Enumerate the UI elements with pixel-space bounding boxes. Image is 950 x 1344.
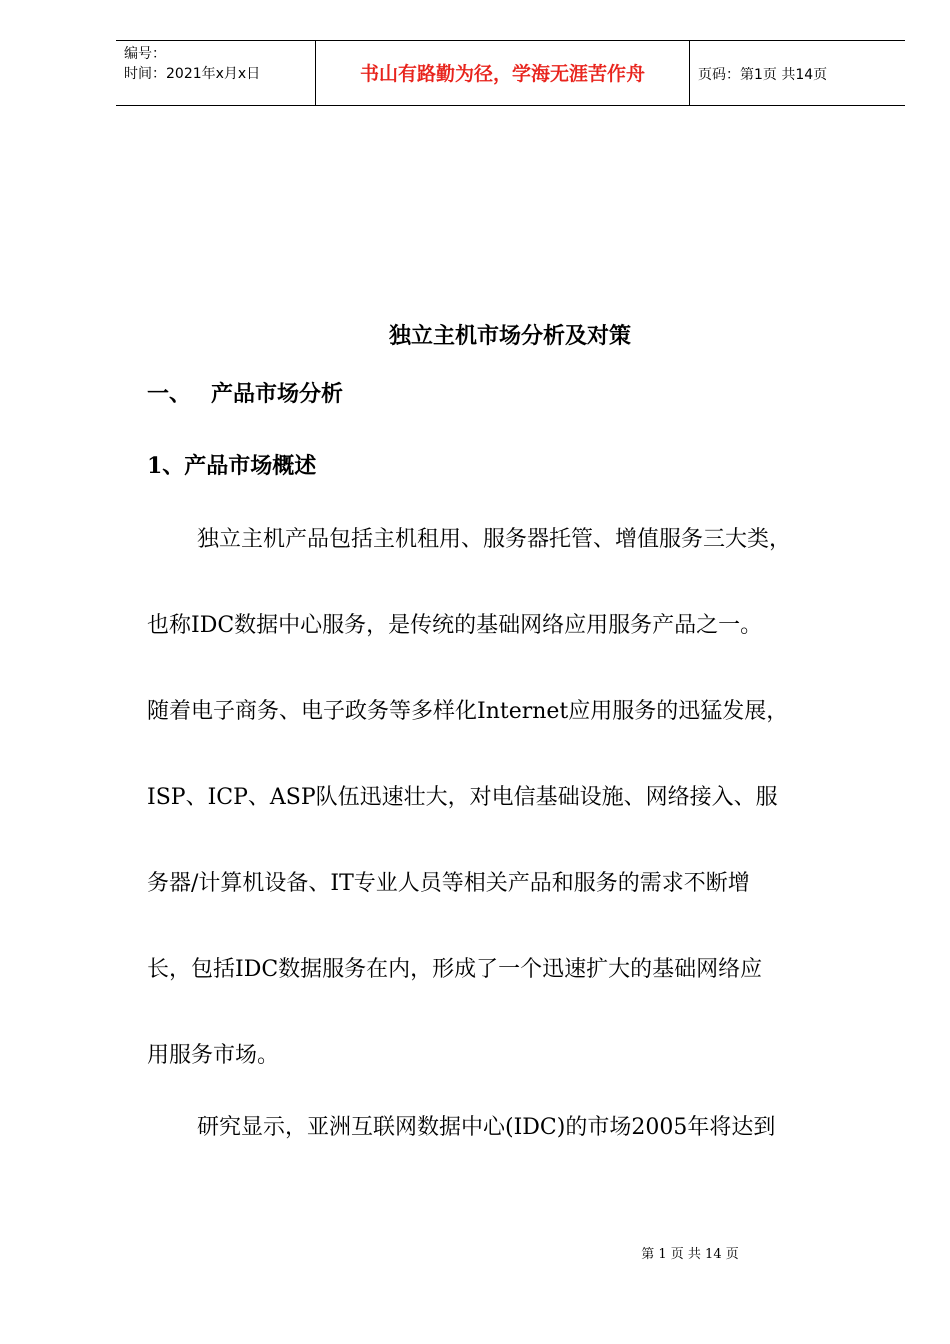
paragraph-line: ISP、ICP、ASP队伍迅速壮大，对电信基础设施、网络接入、服 bbox=[147, 785, 778, 810]
paragraph-line: 独立主机产品包括主机租用、服务器托管、增值服务三大类， bbox=[197, 527, 792, 552]
paragraph-line: 用服务市场。 bbox=[147, 1043, 280, 1068]
subsection-heading: 1、产品市场概述 bbox=[147, 453, 317, 479]
doc-time-label: 时间：2021年x月x日 bbox=[124, 66, 261, 82]
page-footer: 第 1 页 共 14 页 bbox=[641, 1247, 739, 1262]
header-divider bbox=[689, 41, 690, 106]
paragraph-line: 务器/计算机设备、IT专业人员等相关产品和服务的需求不断增 bbox=[147, 871, 750, 896]
page-header bbox=[116, 40, 905, 106]
section-title: 产品市场分析 bbox=[211, 381, 344, 407]
document-title: 独立主机市场分析及对策 bbox=[388, 323, 631, 349]
header-page-number: 页码：第1页 共14页 bbox=[698, 67, 828, 83]
paragraph-line: 研究显示，亚洲互联网数据中心(IDC)的市场2005年将达到 bbox=[197, 1115, 776, 1140]
header-motto: 书山有路勤为径，学海无涯苦作舟 bbox=[359, 63, 645, 85]
header-meta bbox=[124, 44, 260, 84]
section-number: 一、 bbox=[147, 381, 192, 407]
doc-number-label: 编号： bbox=[124, 46, 166, 62]
paragraph-line: 随着电子商务、电子政务等多样化Internet应用服务的迅猛发展， bbox=[147, 699, 789, 724]
paragraph-line: 也称IDC数据中心服务，是传统的基础网络应用服务产品之一。 bbox=[147, 613, 763, 638]
section-heading bbox=[147, 378, 343, 410]
paragraph-line: 长，包括IDC数据服务在内，形成了一个迅速扩大的基础网络应 bbox=[147, 957, 763, 982]
